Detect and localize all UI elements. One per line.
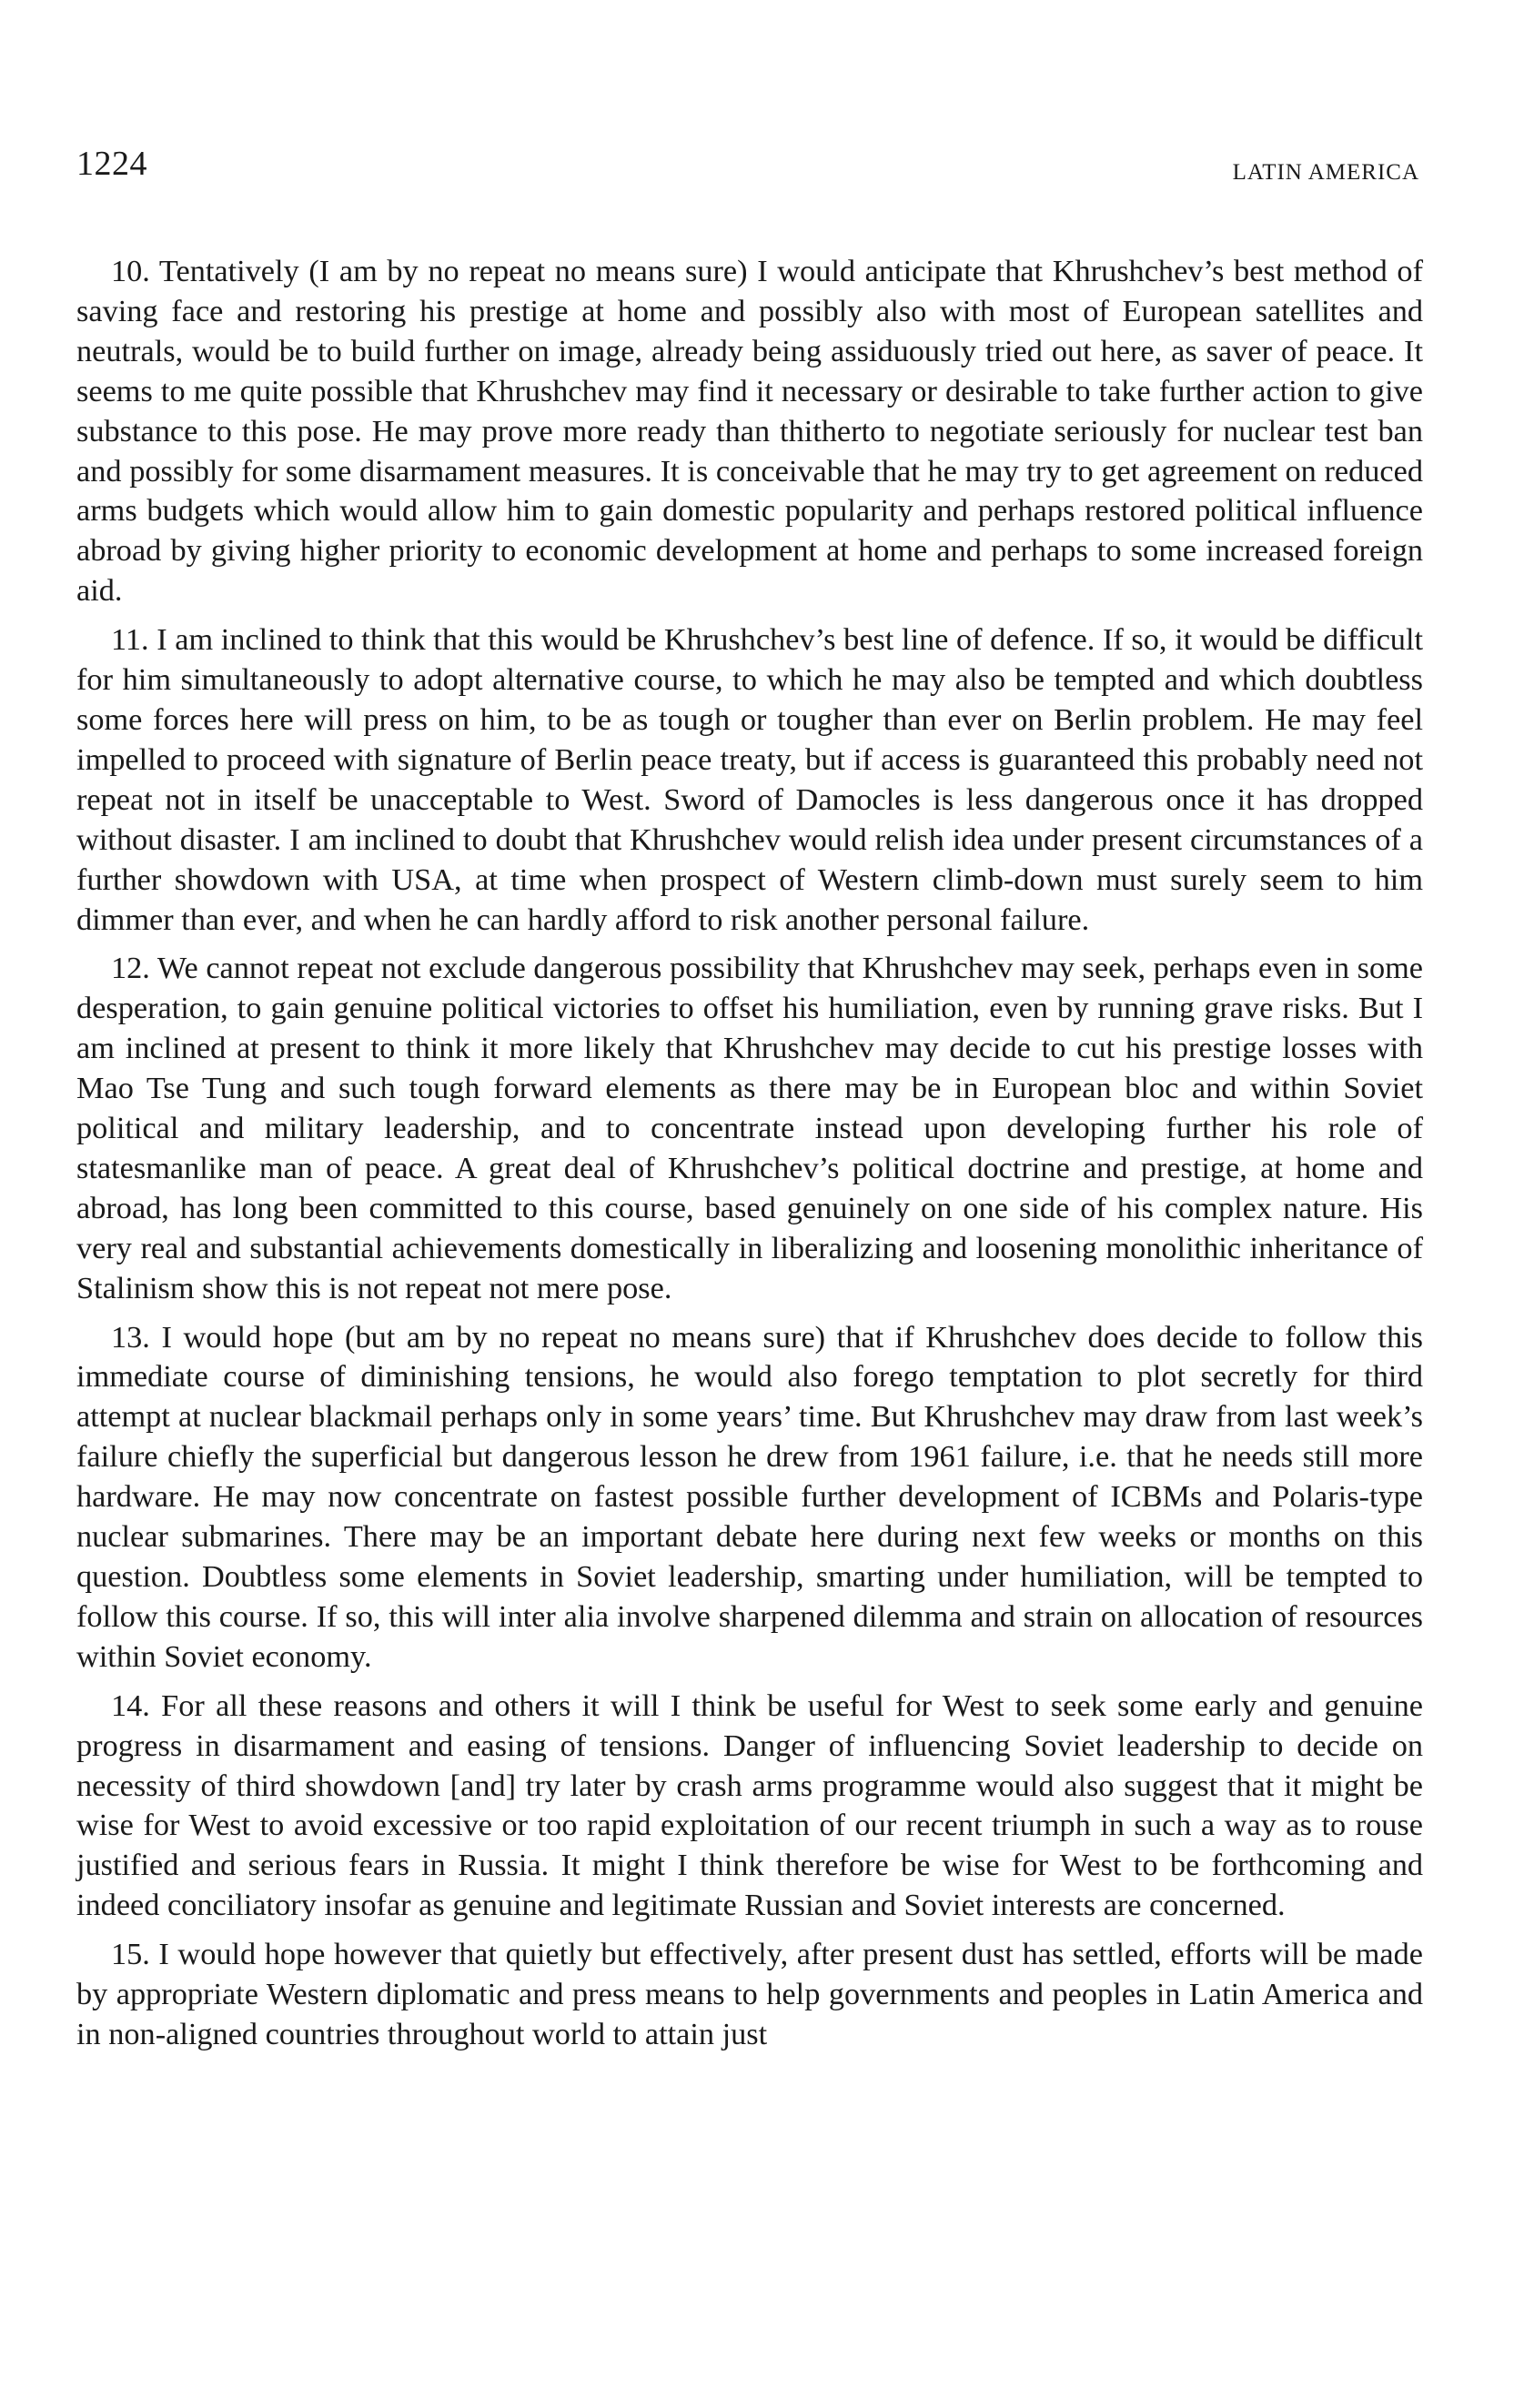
- paragraph-15: 15. I would hope however that quietly but effectively, after present dust has settled, efforts will be made by appropriate Western diplomatic and press means to help governments and peoples in Latin America and in non-aligned countries throughout world to attain just: [76, 1937, 1423, 2051]
- paragraph-13: 13. I would hope (but am by no repeat no means sure) that if Khrushchev does decide to follow this immediate course of diminishing tensions, he would also forego temptation to plot secretly for third attempt at nuclear blackmail perhaps only in some years’ time. But Khrushchev may draw from last week’s failure chiefly the superficial but dangerous lesson he drew from 1961 failure, i.e. that he needs still more hardware. He may now concentrate on fastest possible further development of ICBMs and Polaris-type nuclear submarines. There may be an important debate here during next few weeks or months on this question. Doubtless some elements in Soviet leadership, smarting under humiliation, will be tempted to follow this course. If so, this will inter alia involve sharpened dilemma and strain on allocation of resources within Soviet economy.: [76, 1319, 1423, 1674]
- running-head: LATIN AMERICA: [1232, 160, 1419, 185]
- paragraph-14: 14. For all these reasons and others it will I think be useful for West to seek some early and genuine progress in disarmament and easing of tensions. Danger of influencing Soviet leadership to decide on necessity of third showdown [and] try later by crash arms programme would also suggest that it might be wise for West to avoid excessive or too rapid exploitation of our recent triumph in such a way as to rouse justified and serious fears in Russia. It might I think therefore be wise for West to be forthcoming and indeed conciliatory insofar as genuine and legitimate Russian and Soviet interests are concerned.: [76, 1688, 1423, 1923]
- paragraph-10: 10. Tentatively (I am by no repeat no means sure) I would anticipate that Khrushchev’s best method of saving face and restoring his prestige at home and possibly also with most of European satellites and neutrals, would be to build further on image, already being assiduously tried out here, as saver of peace. It seems to me quite possible that Khrushchev may find it necessary or desirable to take further action to give substance to this pose. He may prove more ready than thitherto to negotiate seriously for nuclear test ban and possibly for some disarmament measures. It is conceivable that he may try to get agreement on reduced arms budgets which would allow him to gain domestic popularity and perhaps restored political influence abroad by giving higher priority to economic development at home and perhaps to some increased foreign aid.: [76, 254, 1423, 609]
- body-text: [76, 252, 1423, 2064]
- paragraph-12: 12. We cannot repeat not exclude dangerous possibility that Khrushchev may seek, perhaps even in some desperation, to gain genuine political victories to offset his humiliation, even by running grave risks. But I am inclined at present to think it more likely that Khrushchev may decide to cut his prestige losses with Mao Tse Tung and such tough forward elements as there may be in European bloc and within Soviet political and military leadership, and to concentrate instead upon developing further his role of statesmanlike man of peace. A great deal of Khrushchev’s political doctrine and prestige, at home and abroad, has long been committed to this course, based genuinely on one side of his complex nature. His very real and substantial achievements domestically in liberalizing and loosening monolithic inheritance of Stalinism show this is not repeat not mere pose.: [76, 951, 1423, 1305]
- page-number: 1224: [76, 145, 147, 183]
- paragraph-11: 11. I am inclined to think that this would be Khrushchev’s best line of defence. If so, it would be difficult for him simultaneously to adopt alternative course, to which he may also be tempted and which doubtless some forces here will press on him, to be as tough or tougher than ever on Berlin problem. He may feel impelled to proceed with signature of Berlin peace treaty, but if access is guaranteed this probably need not repeat not in itself be unacceptable to West. Sword of Damocles is less dangerous once it has dropped without disaster. I am inclined to doubt that Khrushchev would relish idea under present circumstances of a further showdown with USA, at time when prospect of Western climb-down must surely seem to him dimmer than ever, and when he can hardly afford to risk another personal failure.: [76, 622, 1423, 937]
